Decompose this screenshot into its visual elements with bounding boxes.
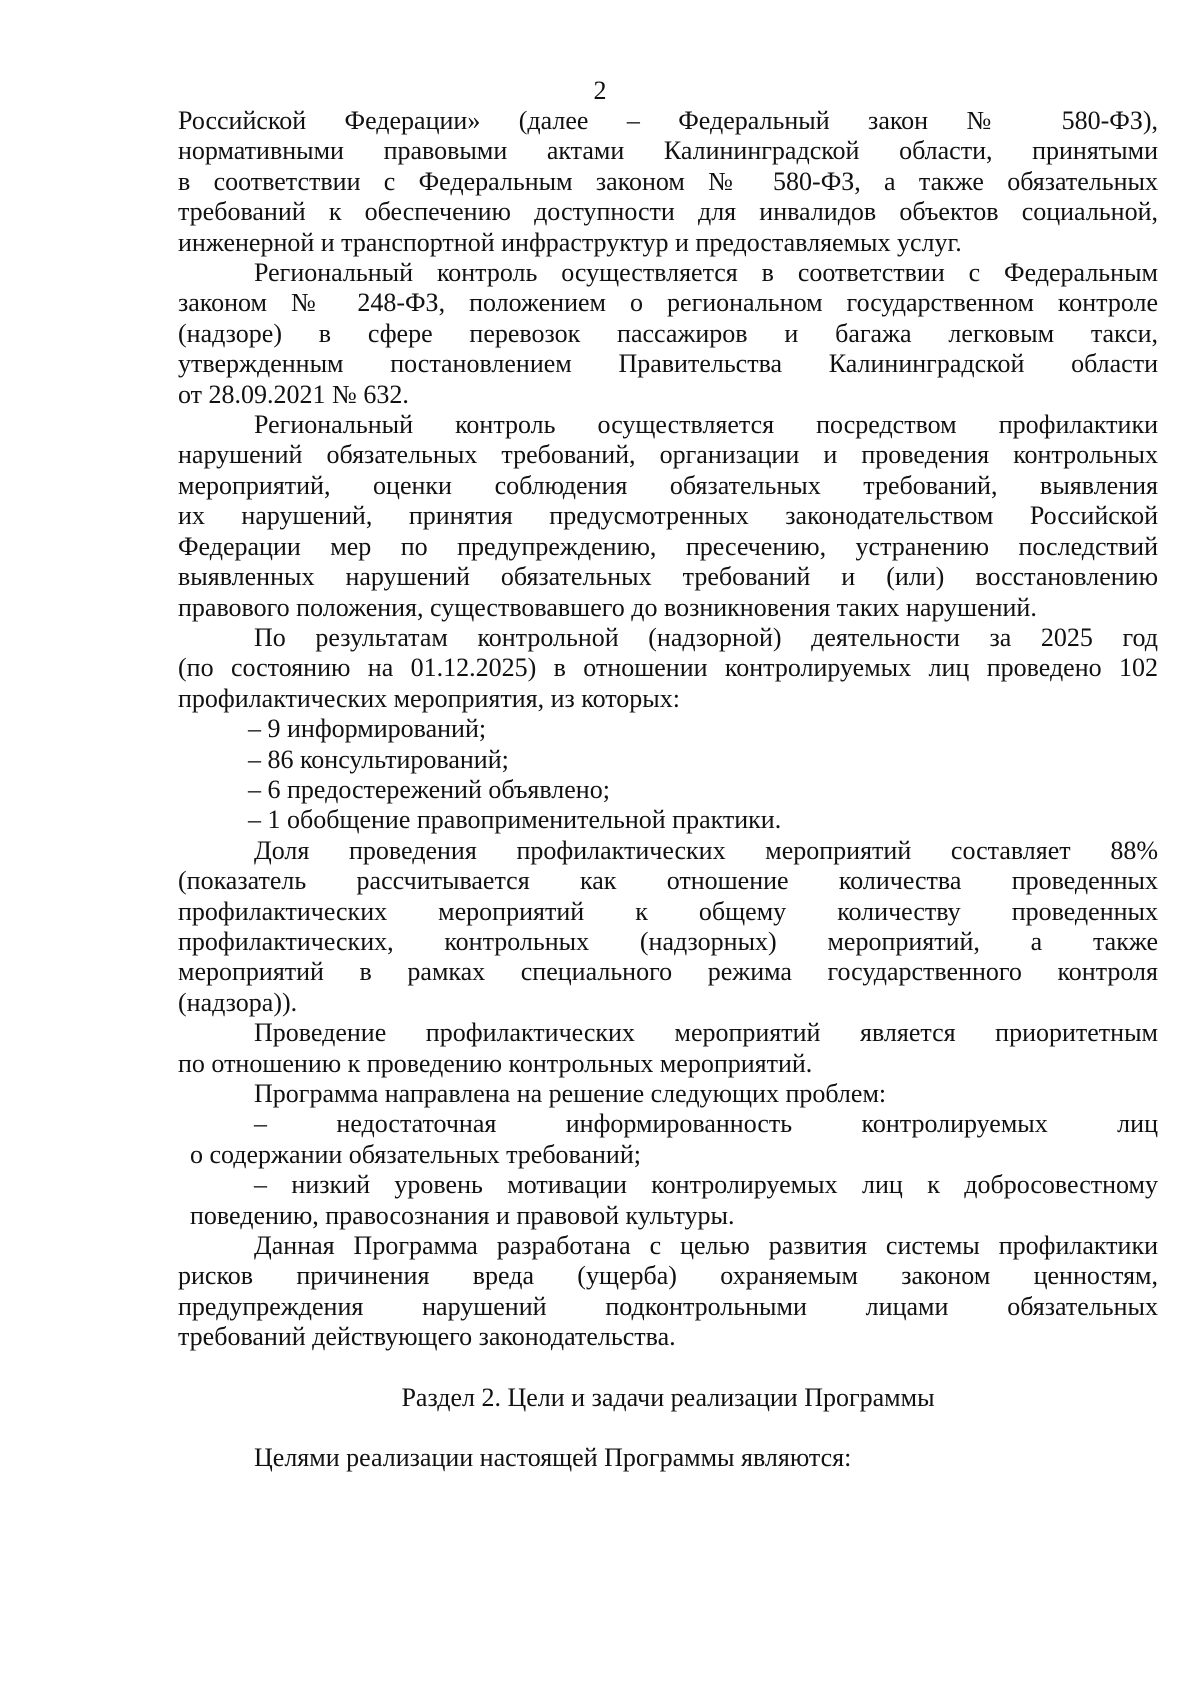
text-line: профилактических мероприятия, из которых: [178, 683, 680, 713]
text-line: о содержании обязательных требований; [190, 1139, 641, 1169]
spacer [178, 1413, 1158, 1443]
text-line: от 28.09.2021 № 632. [178, 379, 409, 409]
paragraph-problems-intro [178, 1079, 1158, 1109]
measures-list [178, 714, 1158, 836]
problem-item [178, 1170, 1158, 1231]
list-item: – 1 обобщение правоприменительной практики. [248, 805, 782, 835]
paragraph-results-2025 [178, 623, 1158, 714]
text-line: Российской Федерации» (далее – Федеральный закон № 580-ФЗ), [178, 106, 1158, 135]
text-line: Целями реализации настоящей Программы являются: [254, 1442, 852, 1472]
page-number: 2 [593, 76, 607, 105]
text-line: нормативными правовыми актами Калининградской области, принятыми [178, 136, 1158, 166]
text-line: по отношению к проведению контрольных мероприятий. [178, 1048, 813, 1078]
text-line: поведению, правосознания и правовой культуры. [190, 1200, 735, 1230]
list-item: – 9 информирований; [248, 714, 487, 744]
section-heading: Раздел 2. Цели и задачи реализации Программы [401, 1382, 935, 1412]
text-line: Федерации мер по предупреждению, пресечению, устранению последствий [178, 531, 1158, 561]
text-line: (надзора)). [178, 987, 298, 1017]
text-line: инженерной и транспортной инфраструктур и предоставляемых услуг. [178, 227, 962, 257]
text-line: выявленных нарушений обязательных требований и (или) восстановлению [178, 562, 1158, 592]
paragraph-share-of-measures [178, 836, 1158, 1018]
text-line: профилактических, контрольных (надзорных) мероприятий, а также [178, 926, 1158, 956]
document-body [178, 106, 1158, 1473]
text-line: в соответствии с Федеральным законом № 580-ФЗ, а также обязательных [178, 166, 1158, 196]
text-line: правового положения, существовавшего до возникновения таких нарушений. [178, 592, 1037, 622]
paragraph-priority [178, 1018, 1158, 1079]
list-item: – 86 консультирований; [248, 744, 509, 774]
text-line: – недостаточная информированность контролируемых лиц [254, 1109, 1158, 1139]
text-line: предупреждения нарушений подконтрольными лицами обязательных [178, 1291, 1158, 1321]
text-line: мероприятий в рамках специального режима государственного контроля [178, 957, 1158, 987]
text-line: – низкий уровень мотивации контролируемых лиц к добросовестному [254, 1170, 1158, 1200]
paragraph-regional-control-basis [178, 258, 1158, 410]
text-line: законом № 248-ФЗ, положением о региональном государственном контроле [178, 288, 1158, 318]
text-line: Доля проведения профилактических мероприятий составляет 88% [254, 835, 1158, 865]
paragraph-federal-law-reference [178, 106, 1158, 258]
text-line: Региональный контроль осуществляется посредством профилактики [254, 410, 1158, 440]
text-line: мероприятий, оценки соблюдения обязательных требований, выявления [178, 470, 1158, 500]
paragraph-program-purpose [178, 1231, 1158, 1353]
list-item: – 6 предостережений объявлено; [248, 774, 610, 804]
text-line: требований действующего законодательства. [178, 1322, 676, 1352]
text-line: Региональный контроль осуществляется в соответствии с Федеральным [254, 258, 1158, 288]
text-line: профилактических мероприятий к общему количеству проведенных [178, 896, 1158, 926]
text-line: нарушений обязательных требований, организации и проведения контрольных [178, 440, 1158, 470]
goals-intro [178, 1443, 1158, 1473]
text-line: (показатель рассчитывается как отношение количества проведенных [178, 866, 1158, 896]
paragraph-regional-control-means [178, 410, 1158, 623]
text-line: их нарушений, принятия предусмотренных законодательством Российской [178, 501, 1158, 531]
text-line: требований к обеспечению доступности для инвалидов объектов социальной, [178, 197, 1158, 227]
text-line: Данная Программа разработана с целью развития системы профилактики [254, 1231, 1158, 1261]
text-line: рисков причинения вреда (ущерба) охраняемым законом ценностям, [178, 1261, 1158, 1291]
text-line: Программа направлена на решение следующих проблем: [254, 1079, 887, 1108]
text-line: (надзоре) в сфере перевозок пассажиров и багажа легковым такси, [178, 318, 1158, 348]
text-line: утвержденным постановлением Правительства Калининградской области [178, 349, 1158, 379]
problem-item [178, 1109, 1158, 1170]
text-line: Проведение профилактических мероприятий является приоритетным [254, 1018, 1158, 1048]
text-line: (по состоянию на 01.12.2025) в отношении контролируемых лиц проведено 102 [178, 653, 1158, 683]
text-line: По результатам контрольной (надзорной) деятельности за 2025 год [254, 622, 1158, 652]
